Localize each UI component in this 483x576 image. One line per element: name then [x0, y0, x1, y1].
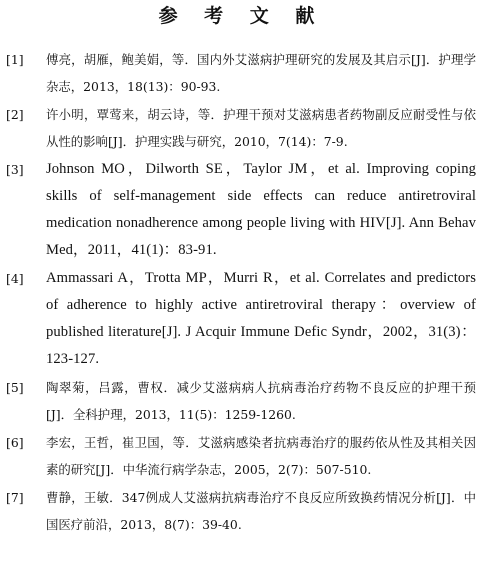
reference-text: 陶翠菊，吕露，曹权．减少艾滋病病人抗病毒治疗药物不良反应的护理干预[J]．全科护理，2013，11(5)：1259-1260.	[46, 380, 476, 422]
reference-number: [4]	[6, 271, 24, 286]
reference-number: [7]	[6, 490, 24, 505]
reference-number: [1]	[6, 52, 24, 67]
reference-text: 许小明，覃莺来，胡云诗，等．护理干预对艾滋病患者药物副反应耐受性与依从性的影响[J]．护理实践与研究，2010，7(14)：7-9.	[46, 107, 476, 149]
reference-item-3	[6, 156, 476, 264]
reference-number: [3]	[6, 162, 24, 177]
reference-number: [6]	[6, 435, 24, 450]
reference-item-1	[6, 46, 476, 100]
reference-item-4	[6, 265, 476, 373]
reference-item-5	[6, 374, 476, 428]
reference-item-6	[6, 429, 476, 483]
reference-list	[6, 46, 476, 539]
reference-number: [2]	[6, 107, 24, 122]
references-heading: 参 考 文 献	[158, 5, 325, 27]
reference-text: Ammassari A，Trotta MP，Murri R，et al. Correlates and predictors of adherence to highly active antiretroviral therapy：overview of published literature[J]. J Acquir Immune Defic Syndr，2002，31(3)：123-127.	[46, 270, 476, 367]
reference-text: 曹静，王敏．347例成人艾滋病抗病毒治疗不良反应所致换药情况分析[J]．中国医疗前沿，2013，8(7)：39-40.	[46, 490, 476, 532]
reference-text: 傅亮，胡雁，鲍美娟，等．国内外艾滋病护理研究的发展及其启示[J]．护理学杂志，2013，18(13)：90-93.	[46, 52, 476, 94]
reference-item-2	[6, 101, 476, 155]
reference-number: [5]	[6, 380, 24, 395]
reference-text: Johnson MO，Dilworth SE，Taylor JM，et al. Improving coping skills of self-management side effects can reduce antiretroviral medication nonadherence among people living with HIV[J]. Ann Behav Med，2011，41(1)：83-91.	[46, 161, 476, 258]
reference-text: 李宏，王哲，崔卫国，等．艾滋病感染者抗病毒治疗的服药依从性及其相关因素的研究[J]．中华流行病学杂志，2005，2(7)：507-510.	[46, 435, 476, 477]
reference-item-7	[6, 484, 476, 538]
